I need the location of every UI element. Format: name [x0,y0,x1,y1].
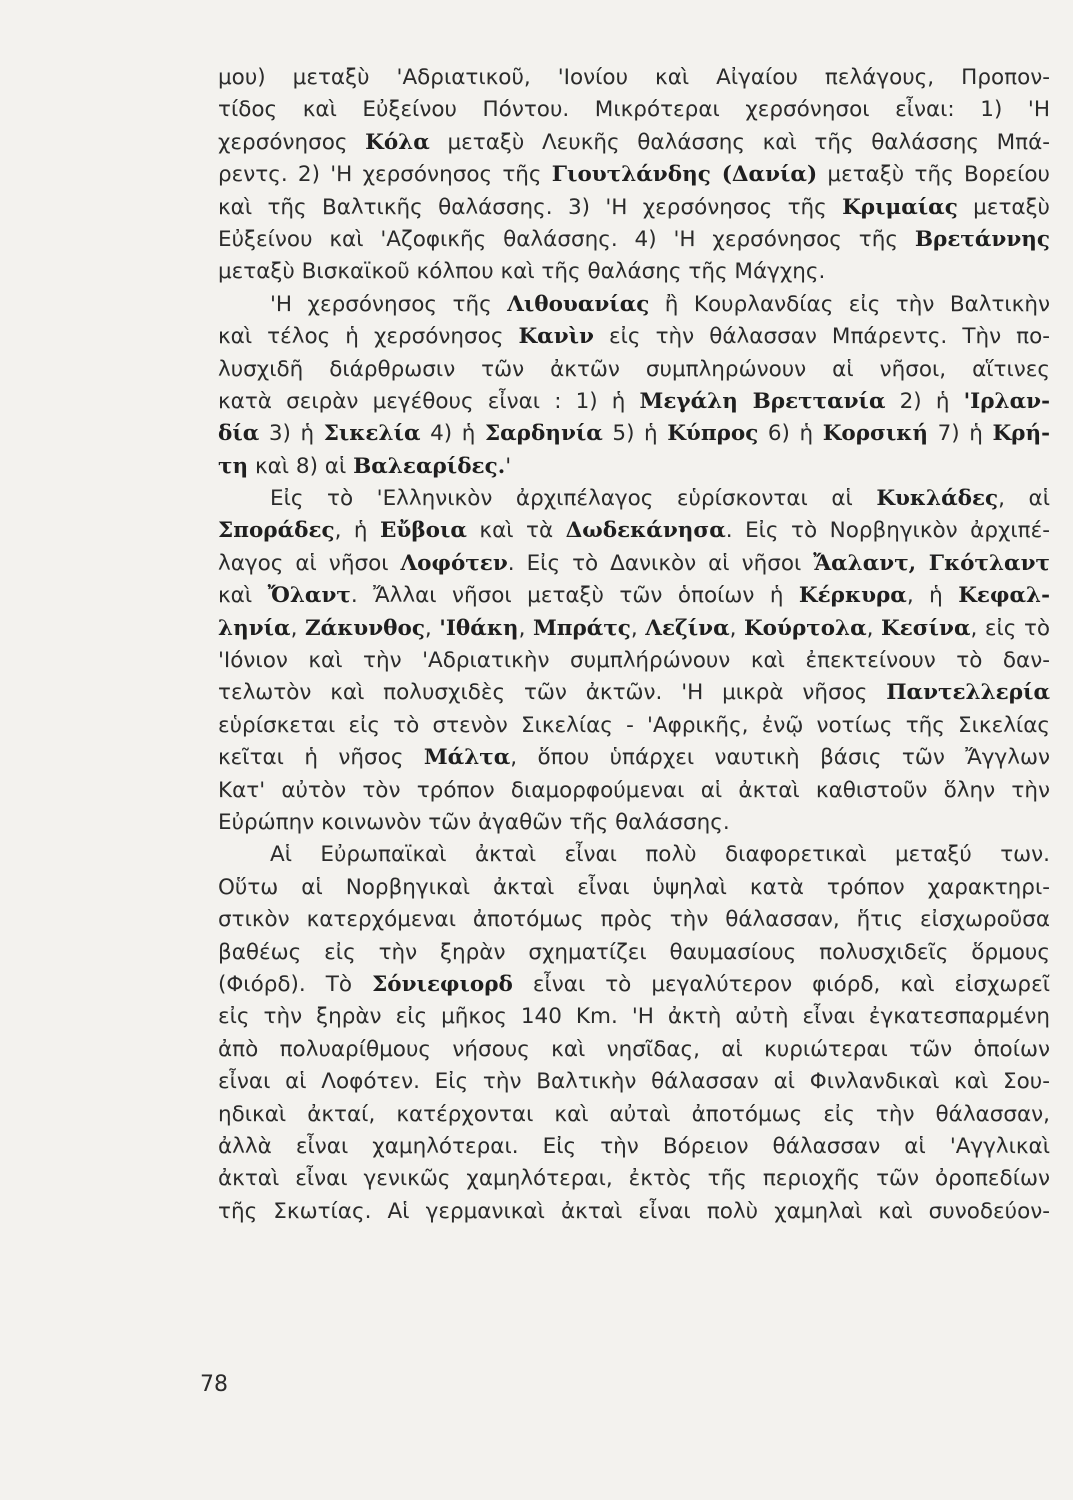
text-line: ρεντς. 2) 'Η χερσόνησος τῆς Γιουτλάνδης (Δανία) μεταξὺ τῆς Βορείου [218,162,1050,188]
text-line: ηδικαὶ ἀκταί, κατέρχονται καὶ αὐταὶ ἀποτόμως εἰς τὴν θάλασσαν, [218,1101,1050,1127]
text-line: Σποράδες, ἡ Εὔβοια καὶ τὰ Δωδεκάνησα. Εἰς τὸ Νορβηγικὸν ἀρχιπέ- [218,518,1050,544]
text-line: μου) μεταξὺ 'Αδριατικοῦ, 'Ιονίου καὶ Αἰγαίου πελάγους, Προπον- [218,65,1050,90]
text-line: Εὐξείνου καὶ 'Αζοφικῆς θαλάσσης. 4) 'Η χερσόνησος τῆς Βρετάννης [218,226,1050,252]
text-line: εὑρίσκεται εἰς τὸ στενὸν Σικελίας - 'Αφρικῆς, ἐνῷ νοτίως τῆς Σικελίας [218,712,1050,738]
text-line: Κατ' αὐτὸν τὸν τρόπον διαμορφούμεναι αἱ ἀκταὶ καθιστοῦν ὅλην τὴν [218,777,1050,803]
text-line: καὶ τῆς Βαλτικῆς θαλάσσης. 3) 'Η χερσόνησος τῆς Κριμαίας μεταξὺ [218,194,1051,220]
text-line: Εὐρώπην κοινωνὸν τῶν ἀγαθῶν τῆς θαλάσσης. [218,809,730,835]
text-line: μεταξὺ Βισκαϊκοῦ κόλπου καὶ τῆς θαλάσης τῆς Μάγχης. [218,259,826,285]
text-line: ἀλλὰ εἶναι χαμηλότεραι. Εἰς τὴν Βόρειον θάλασσαν αἱ 'Αγγλικαὶ [218,1133,1050,1159]
page-number: 78 [200,1372,228,1397]
text-line: καὶ τέλος ἡ χερσόνησος Κανὶν εἰς τὴν θάλασσαν Μπάρεντς. Τὴν πο- [218,324,1050,350]
text-line: κεῖται ἡ νῆσος Μάλτα, ὅπου ὑπάρχει ναυτικὴ βάσις τῶν Ἄγγλων [218,745,1050,771]
text-line: εἰς τὴν ξηρὰν εἰς μῆκος 140 Km. 'Η ἀκτὴ αὐτὴ εἶναι ἐγκατεσπαρμένη [218,1004,1050,1030]
text-line: βαθέως εἰς τὴν ξηρὰν σχηματίζει θαυμασίους πολυσχιδεῖς ὅρμους [218,939,1050,965]
text-line: χερσόνησος Κόλα μεταξὺ Λευκῆς θαλάσσης καὶ τῆς θαλάσσης Μπά- [218,129,1051,155]
text-line: τελωτὸν καὶ πολυσχιδὲς τῶν ἀκτῶν. 'Η μικρὰ νῆσος Παντελλερία [218,680,1050,706]
text-line: Αἱ Εὐρωπαϊκαὶ ἀκταὶ εἶναι πολὺ διαφορετικαὶ μεταξύ των. [270,842,1050,868]
text-line: εἶναι αἱ Λοφότεν. Εἰς τὴν Βαλτικὴν θάλασσαν αἱ Φινλανδικαὶ καὶ Σου- [218,1069,1050,1095]
text-line: λυσχιδῆ διάρθρωσιν τῶν ἀκτῶν συμπληρώνουν αἱ νῆσοι, αἵτινες [218,356,1050,382]
text-line: κατὰ σειρὰν μεγέθους εἶναι : 1) ἡ Μεγάλη Βρεττανία 2) ἡ 'Ιρλαν- [218,388,1050,414]
text-line: ληνία, Ζάκυνθος, 'Ιθάκη, Μπράτς, Λεζίνα, Κούρτολα, Κεσίνα, εἰς τὸ [218,615,1051,641]
text-line: (Φιόρδ). Τὸ Σόνιεφιορδ εἶναι τὸ μεγαλύτερον φιόρδ, καὶ εἰσχωρεῖ [218,971,1050,997]
text-line: τη καὶ 8) αἱ Βαλεαρίδες.' [218,453,512,479]
text-line: ἀπὸ πολυαρίθμους νήσους καὶ νησῖδας, αἱ κυριώτεραι τῶν ὁποίων [218,1036,1050,1062]
text-line: καὶ Ὄλαντ. Ἄλλαι νῆσοι μεταξὺ τῶν ὁποίων ἡ Κέρκυρα, ἡ Κεφαλ- [218,583,1050,609]
text-line: λαγος αἱ νῆσοι Λοφότεν. Εἰς τὸ Δανικὸν αἱ νῆσοι Ἄαλαντ, Γκότλαντ [218,550,1050,576]
text-line: στικὸν κατερχόμεναι ἀποτόμως πρὸς τὴν θάλασσαν, ἥτις εἰσχωροῦσα [218,907,1050,933]
text-line: Εἰς τὸ 'Ελληνικὸν ἀρχιπέλαγος εὑρίσκονται αἱ Κυκλάδες, αἱ [270,486,1050,512]
text-line: ἀκταὶ εἶναι γενικῶς χαμηλότεραι, ἐκτὸς τῆς περιοχῆς τῶν ὀροπεδίων [218,1166,1050,1192]
text-line: τίδος καὶ Εὐξείνου Πόντου. Μικρότεραι χερσόνησοι εἶναι: 1) 'Η [218,97,1050,123]
text-line: 'Ιόνιον καὶ τὴν 'Αδριατικὴν συμπλήρώνουν καὶ ἐπεκτείνουν τὸ δαν- [218,648,1050,674]
text-line: 'Η χερσόνησος τῆς Λιθουανίας ἢ Κουρλανδίας εἰς τὴν Βαλτικὴν [270,291,1050,317]
body-text [218,62,1050,1228]
text-line: δία 3) ἡ Σικελία 4) ἡ Σαρδηνία 5) ἡ Κύπρος 6) ἡ Κορσική 7) ἡ Κρή- [218,421,1050,447]
text-line: Οὕτω αἱ Νορβηγικαὶ ἀκταὶ εἶναι ὑψηλαὶ κατὰ τρόπον χαρακτηρι- [218,874,1050,900]
text-line: τῆς Σκωτίας. Αἱ γερμανικαὶ ἀκταὶ εἶναι πολὺ χαμηλαὶ καὶ συνοδεύον- [218,1198,1050,1224]
